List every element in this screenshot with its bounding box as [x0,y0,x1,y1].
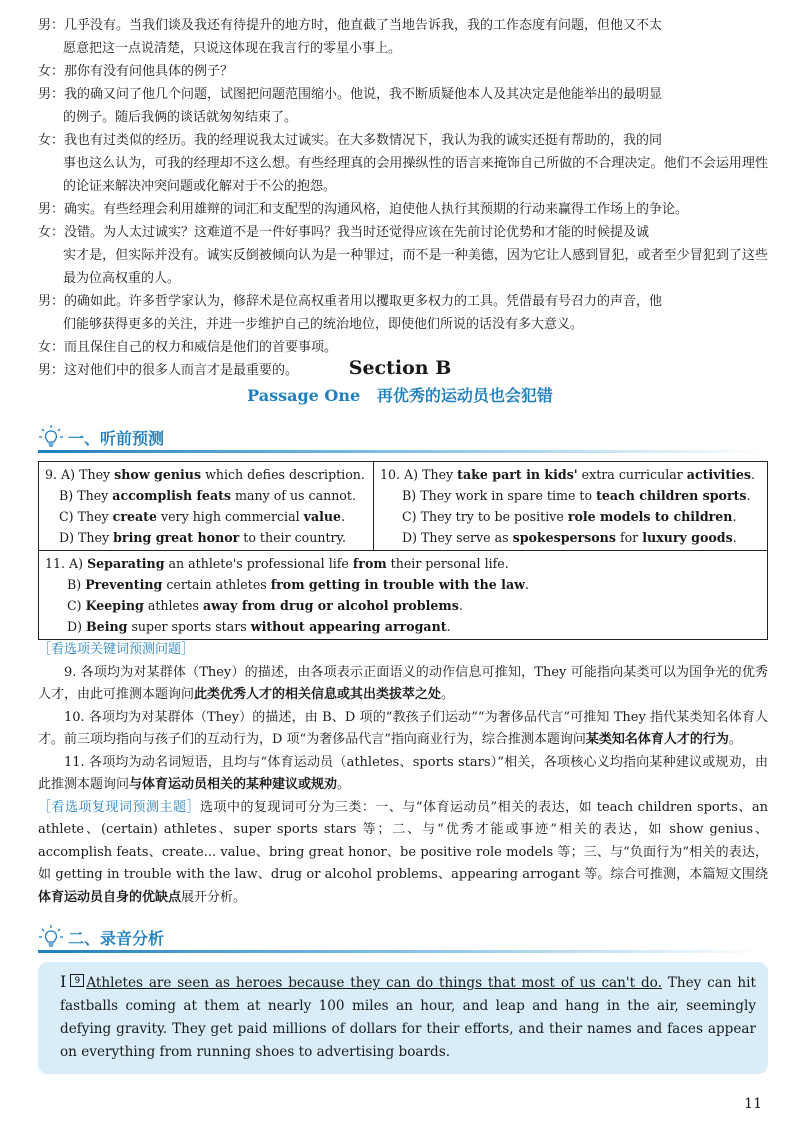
dialogue-line: 男：几乎没有。当我们谈及我还有待提升的地方时，他直截了当地告诉我，我的工作态度有问题，但他又不太 愿意把这一点说清楚，只说这体现在我言行的零星小事上。 [38,18,663,56]
options-table [38,461,768,640]
option-11c: C) Keeping athletes away from drug or alcohol problems. [67,598,463,613]
analysis-paragraph-theme: ［看选项复现词预测主题］选项中的复现词可分为三类：一、与“体育运动员”相关的表达，如 teach children sports、an athlete、(certain) athletes、super sports stars 等；二、与“优秀才能或事迹”相关的表达，如 show genius、accomplish feats、create... value、bring great honor、be positive role models 等；三、与“负面行为”相关的表达，如 getting in trouble with the law、drug or alcohol problems、appearing arrogant 等。综合可推测，本篇短文围绕体育运动员自身的优缺点展开分析。 [38,799,768,905]
question-10-options [374,462,767,550]
lightbulb-icon [38,924,64,950]
section-bar-underline [38,450,766,453]
dialogue-transcript [38,14,768,382]
dialogue-line: 男：这对他们中的很多人而言才是最重要的。 [38,363,299,378]
lightbulb-icon [38,424,64,450]
analysis-tag-keywords: ［看选项关键词预测问题］ [38,642,195,657]
passage-title [0,383,800,406]
option-10b: B) They work in spare time to teach children sports. [402,488,751,503]
dialogue-line: 男：的确如此。许多哲学家认为，修辞术是位高权重者用以攫取更多权力的工具。凭借最有号召力的声音，他 们能够获得更多的关注，并进一步维护自己的统治地位，即使他们所说的话没有多大意义。 [38,294,663,332]
analysis-paragraph-11: 11. 各项均为动名词短语，且均与“体育运动员（athletes、sports stars）”相关，各项核心义均指向某种建议或规劝，由此推测本题询问与体育运动员相关的某种建议或规劝。 [38,754,768,792]
recording-transcript-box [38,962,768,1074]
option-10d: D) They serve as spokespersons for luxury goods. [402,530,737,545]
paragraph-numeral: I [60,972,67,991]
question-number-box: 9 [70,974,84,987]
analysis-paragraph-10: 10. 各项均为对某群体（They）的描述，由 B、D 项的“教孩子们运动”“为奢侈品代言”可推知 They 指代某类知名体育人才。前三项均指向与孩子们的互动行为，D 项“为奢侈品代言”指向商业行为，综合推测本题询问某类知名体育人才的行为。 [38,709,768,747]
dialogue-line: 女：那你有没有问他具体的例子？ [38,64,234,79]
option-9a: 9. A) They show genius which defies description. [45,467,365,482]
passage-title-cn: 再优秀的运动员也会犯错 [376,386,553,405]
passage-title-en: Passage One [247,386,361,405]
dialogue-line: 女：没错。为人太过诚实？这难道不是一件好事吗？我当时还觉得应该在先前讨论优势和才能的时候提及诚 实才是，但实际并没有。诚实反倒被倾向认为是一种罪过，而不是一种美德，因为它让人感到冒犯，或者至少冒犯到了这些最为位高权重的人。 [38,225,768,286]
prediction-analysis [38,639,768,909]
answer-sentence: Athletes are seen as heroes because they can do things that most of us can't do. [86,975,662,991]
section-bar-prelistening [38,424,164,450]
option-10c: C) They try to be positive role models to children. [402,509,737,524]
section-title: Section B [348,357,452,379]
page-number: 11 [744,1096,762,1112]
analysis-paragraph-9: 9. 各项均为对某群体（They）的描述，由各项表示正面语义的动作信息可推知，They 可能指向某类可以为国争光的优秀人才，由此可推测本题询问此类优秀人才的相关信息或其出类拔萃之处。 [38,664,768,702]
dialogue-line: 男：我的确又问了他几个问题，试图把问题范围缩小。他说，我不断质疑他本人及其决定是他能举出的最明显 的例子。随后我俩的谈话就匆匆结束了。 [38,87,663,125]
transcript-text: They can hit fastballs coming at them at nearly 100 miles an hour, and leap and hang in the air, seemingly defying gravity. They get paid millions of dollars for their efforts, and their names and faces appear on everything from running shoes to advertising boards. [60,975,756,1060]
section-bar-underline [38,950,766,953]
dialogue-line: 女：而且保住自己的权力和威信是他们的首要事项。 [38,340,338,355]
option-9d: D) They bring great honor to their country. [59,530,346,545]
option-11a: 11. A) Separating an athlete's professional life from their personal life. [45,556,509,571]
option-11d: D) Being super sports stars without appearing arrogant. [67,619,451,634]
dialogue-line: 女：我也有过类似的经历。我的经理说我太过诚实。在大多数情况下，我认为我的诚实还挺有帮助的，我的同 事也这么认为，可我的经理却不这么想。有些经理真的会用操纵性的语言来掩饰自己所做的不合理决定。他们不会运用理性的论证来解决冲突问题或化解对于不公的抱怨。 [38,133,768,194]
option-9b: B) They accomplish feats many of us cannot. [59,488,356,503]
question-9-options [39,462,374,550]
options-row [39,462,767,551]
question-11-options [39,551,767,639]
option-9c: C) They create very high commercial value. [59,509,346,524]
option-11b: B) Preventing certain athletes from getting in trouble with the law. [67,577,529,592]
section-bar-label: 一、听前预测 [68,428,165,448]
option-10a: 10. A) They take part in kids' extra curricular activities. [380,467,756,482]
section-bar-recording [38,924,164,950]
section-bar-label: 二、录音分析 [68,928,165,948]
analysis-tag-theme: ［看选项复现词预测主题］ [38,799,200,815]
dialogue-line: 男：确实。有些经理会利用雄辩的词汇和支配型的沟通风格，迫使他人执行其预期的行动来赢得工作场上的争论。 [38,202,689,217]
